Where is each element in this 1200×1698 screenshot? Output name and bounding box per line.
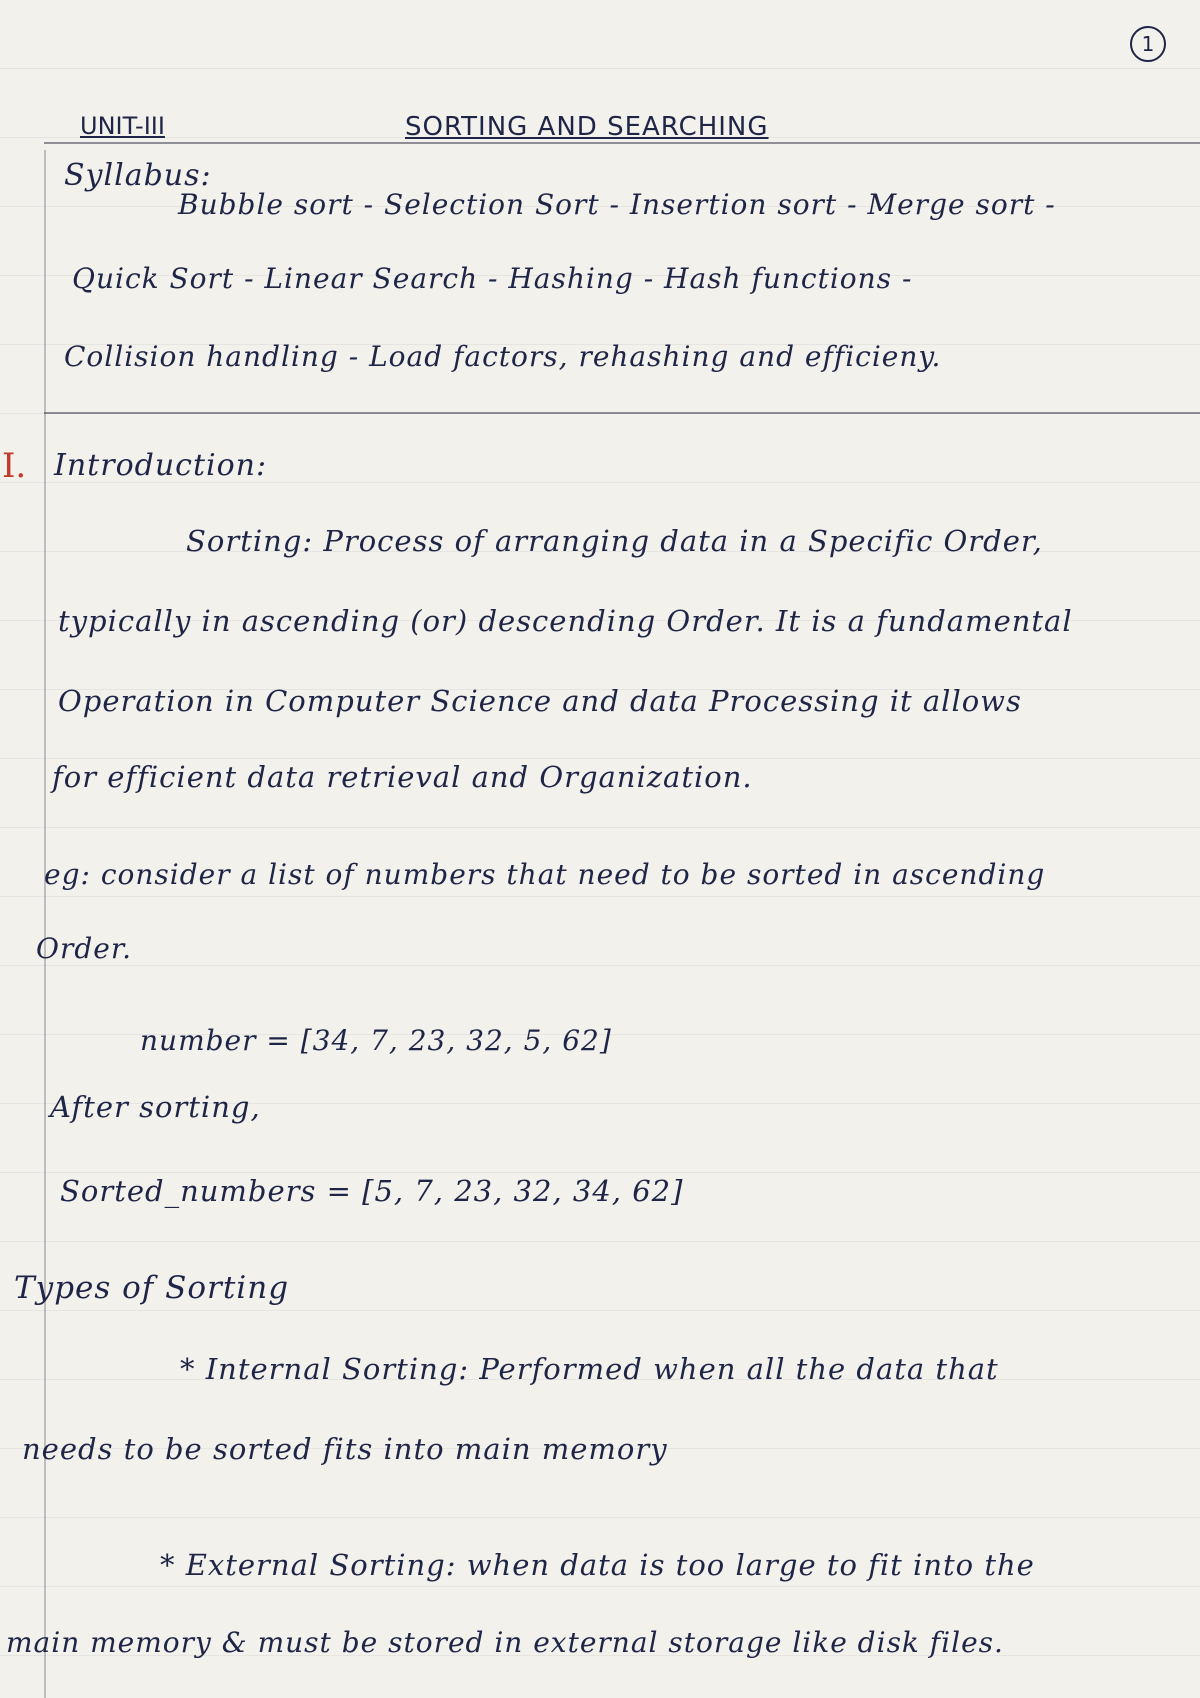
intro-heading: Introduction: [54, 448, 268, 483]
example-line-1: eg: consider a list of numbers that need to be sorted in ascending [44, 858, 1046, 891]
after-sorting-label: After sorting, [50, 1090, 261, 1124]
syllabus-line-1: Bubble sort - Selection Sort - Insertion sort - Merge sort - [178, 188, 1056, 221]
types-heading: Types of Sorting [14, 1270, 290, 1306]
intro-line-1: Sorting: Process of arranging data in a Specific Order, [186, 524, 1043, 558]
intro-line-4: for efficient data retrieval and Organization. [52, 760, 753, 794]
header-rule [44, 142, 1200, 144]
page-title: SORTING AND SEARCHING [405, 112, 769, 142]
syllabus-label: Syllabus: [64, 158, 212, 193]
intro-line-3: Operation in Computer Science and data Processing it allows [58, 684, 1022, 718]
section-numeral: I. [2, 446, 27, 486]
syllabus-rule [44, 412, 1200, 414]
page-number: 1 [1130, 26, 1166, 62]
external-line-1: * External Sorting: when data is too large to fit into the [160, 1548, 1035, 1582]
intro-line-2: typically in ascending (or) descending Order. It is a fundamental [58, 604, 1073, 638]
syllabus-line-3: Collision handling - Load factors, rehashing and efficieny. [64, 340, 942, 373]
syllabus-line-2: Quick Sort - Linear Search - Hashing - Hash functions - [72, 262, 913, 295]
sorted-line: Sorted_numbers = [5, 7, 23, 32, 34, 62] [60, 1174, 684, 1208]
numbers-line: number = [34, 7, 23, 32, 5, 62] [140, 1024, 612, 1057]
example-line-2: Order. [36, 932, 133, 965]
internal-line-1: * Internal Sorting: Performed when all the data that [180, 1352, 999, 1386]
external-line-2: main memory & must be stored in external storage like disk files. [6, 1626, 1004, 1659]
internal-line-2: needs to be sorted fits into main memory [22, 1432, 668, 1466]
unit-label: UNIT-III [80, 112, 165, 140]
